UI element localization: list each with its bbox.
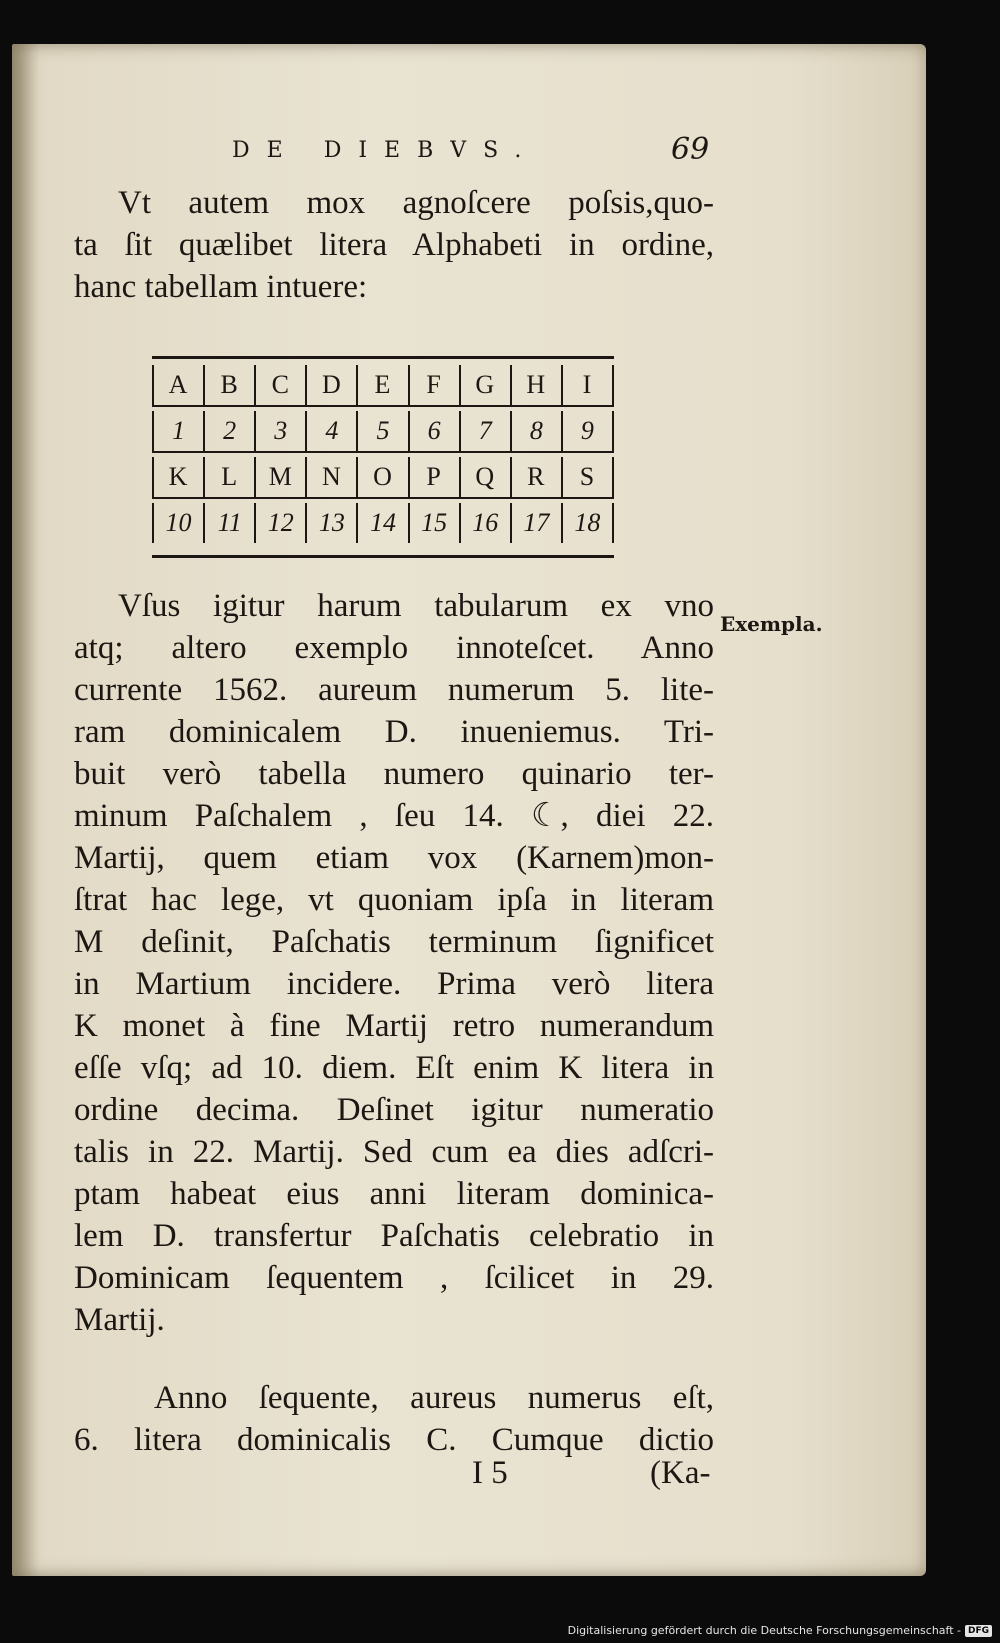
text-line: ordine decima. Deſinet igitur numeratio [74, 1092, 714, 1128]
paragraph-next-year [74, 1377, 714, 1461]
table-cell: 15 [410, 503, 461, 543]
running-head: DE DIEBVS. [232, 138, 539, 163]
table-cell: 1 [154, 411, 205, 451]
text-line: atq; altero exemplo innoteſcet. Anno [74, 630, 714, 666]
credit-text: Digitalisierung gefördert durch die Deutsche Forschungsgemeinschaft - [567, 1624, 961, 1637]
table-row [152, 411, 614, 453]
text-line: 6. litera dominicalis C. Cumque dictio [74, 1422, 714, 1458]
table-cell: M [256, 457, 307, 497]
table-row [152, 365, 614, 407]
table-cell: 16 [461, 503, 512, 543]
text-line: hanc tabellam intuere: [74, 269, 368, 305]
text-line: Martij. [74, 1302, 165, 1338]
table-cell: P [410, 457, 461, 497]
signature-mark: I 5 [472, 1455, 508, 1491]
table-cell: 14 [358, 503, 409, 543]
table-cell: 9 [580, 416, 594, 445]
text-line: K monet à fine Martij retro numerandum [74, 1008, 714, 1044]
table-cell: O [358, 457, 409, 497]
table-cell: 4 [307, 411, 358, 451]
text-line: talis in 22. Martij. Sed cum ea dies adſcri- [74, 1134, 714, 1170]
table-cell: F [410, 365, 461, 405]
text-line: ta ſit quælibet litera Alphabeti in ordine, [74, 227, 714, 263]
table-cell: 12 [256, 503, 307, 543]
table-cell: D [307, 365, 358, 405]
text-line: Vſus igitur harum tabularum ex vno [118, 588, 714, 624]
table-cell: S [579, 462, 596, 491]
table-cell: E [358, 365, 409, 405]
text-line: buit verò tabella numero quinario ter- [74, 756, 714, 792]
table-cell: K [154, 457, 205, 497]
catchword: (Ka- [650, 1455, 711, 1491]
page-foot [74, 1455, 714, 1499]
paragraph-intro [74, 182, 714, 308]
page-number: 69 [671, 132, 710, 167]
table-cell: 3 [256, 411, 307, 451]
text-line: in Martium incidere. Prima verò litera [74, 966, 714, 1002]
text-line: currente 1562. aureum numerum 5. lite- [74, 672, 714, 708]
table-row [152, 503, 614, 543]
table-cell: 10 [154, 503, 205, 543]
digitization-credit [568, 1624, 992, 1637]
table-cell: 7 [461, 411, 512, 451]
margin-note: Exempla. [720, 612, 823, 636]
table-cell: 5 [358, 411, 409, 451]
text-line: lem D. transfertur Paſchatis celebratio in [74, 1218, 714, 1254]
text-line: M deſinit, Paſchatis terminum ſignificet [74, 924, 714, 960]
text-line: ram dominicalem D. inueniemus. Tri- [74, 714, 714, 750]
text-line: Vt autem mox agnoſcere poſsis,quo- [118, 185, 714, 221]
table-row [152, 457, 614, 499]
table-cell: A [154, 365, 205, 405]
table-cell: C [256, 365, 307, 405]
table-cell: Q [461, 457, 512, 497]
table-cell: R [512, 457, 563, 497]
table-cell: 17 [512, 503, 563, 543]
text-line: eſſe vſq; ad 10. diem. Eſt enim K litera in [74, 1050, 714, 1086]
alphabet-table [152, 356, 614, 558]
table-cell: N [307, 457, 358, 497]
table-cell: 8 [512, 411, 563, 451]
table-cell: 2 [205, 411, 256, 451]
text-line: minum Paſchalem , ſeu 14. ☾, diei 22. [74, 798, 714, 834]
table-cell: L [205, 457, 256, 497]
dfg-logo: DFG [965, 1625, 992, 1637]
text-line: Martij, quem etiam vox (Karnem)mon- [74, 840, 714, 876]
table-cell: I [582, 370, 593, 399]
paragraph-example [74, 585, 714, 1341]
text-line: Anno ſequente, aureus numerus eſt, [154, 1380, 714, 1416]
text-line: ſtrat hac lege, vt quoniam ipſa in literam [74, 882, 714, 918]
table-cell: 13 [307, 503, 358, 543]
table-cell: 6 [410, 411, 461, 451]
page-header [0, 132, 1000, 172]
text-line: Dominicam ſequentem , ſcilicet in 29. [74, 1260, 714, 1296]
table-cell: B [205, 365, 256, 405]
text-line: ptam habeat eius anni literam dominica- [74, 1176, 714, 1212]
table-cell: G [461, 365, 512, 405]
table-cell: 18 [574, 508, 601, 537]
table-cell: H [512, 365, 563, 405]
table-cell: 11 [205, 503, 256, 543]
